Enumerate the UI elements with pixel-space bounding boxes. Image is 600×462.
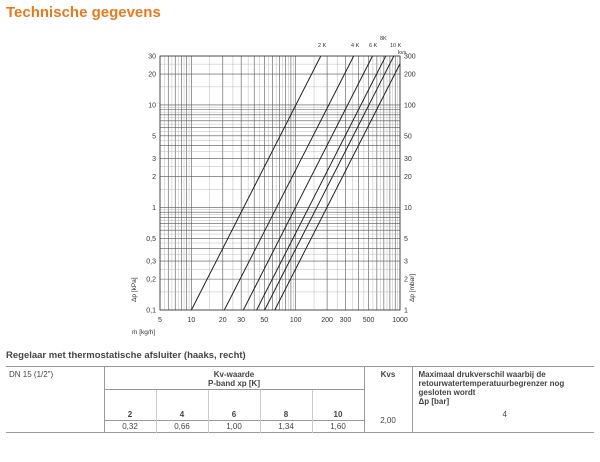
xp-cell: 2 bbox=[104, 390, 156, 421]
x-tick-label: 200 bbox=[321, 317, 333, 324]
y-tick-label-right: 3 bbox=[404, 258, 408, 266]
kvs-cell bbox=[364, 367, 412, 433]
y-tick-label-left: 10 bbox=[148, 102, 156, 110]
y-tick-label-left: 20 bbox=[148, 71, 156, 79]
x-tick-label: 300 bbox=[339, 317, 352, 324]
dp-header-line-4: Δp [bar] bbox=[418, 397, 450, 406]
x-tick-label: 100 bbox=[289, 317, 302, 324]
x-tick-label: 1000 bbox=[392, 317, 408, 324]
kv-value-cell: 1,00 bbox=[208, 421, 260, 433]
kv-header-line-2: P-band xp [K] bbox=[208, 379, 260, 388]
y-tick-label-right: 300 bbox=[404, 53, 416, 61]
y-tick-label-right: 30 bbox=[404, 156, 412, 164]
series-line bbox=[191, 56, 320, 310]
y-tick-label-right: 1 bbox=[404, 307, 408, 315]
xp-cell: 4 bbox=[156, 390, 208, 421]
kv-value-cell: 0,32 bbox=[104, 421, 156, 433]
table-subtitle: Regelaar met thermostatische afsluiter (haaks, recht) bbox=[6, 350, 246, 361]
x-tick-label: 30 bbox=[237, 317, 246, 324]
dp-value: 4 bbox=[502, 410, 507, 419]
y-tick-label-right: 200 bbox=[404, 71, 416, 79]
y-axis-label-right: Δp [mbar] bbox=[409, 273, 416, 302]
x-tick-label: 50 bbox=[260, 317, 269, 324]
kvs-header: Kvs bbox=[380, 370, 396, 379]
y-tick-label-right: 5 bbox=[404, 235, 408, 243]
y-tick-label-left: 30 bbox=[148, 53, 156, 61]
xp-cell: 10 bbox=[312, 390, 364, 421]
series-label: 4 K bbox=[351, 43, 360, 49]
kv-header bbox=[104, 367, 364, 390]
y-tick-label-left: 1 bbox=[152, 204, 156, 212]
kvs-value: 2,00 bbox=[380, 416, 396, 425]
kv-value-cell: 1,34 bbox=[260, 421, 312, 433]
kv-header-line-1: Kv-waarde bbox=[213, 370, 255, 379]
page-title: Technische gegevens bbox=[6, 4, 161, 21]
y-tick-label-right: 2 bbox=[404, 276, 408, 284]
x-tick-label: 20 bbox=[218, 317, 227, 324]
series-label: kvs bbox=[398, 50, 407, 56]
x-tick-label: 10 bbox=[187, 317, 196, 324]
y-tick-label-left: 3 bbox=[152, 156, 156, 164]
spec-table bbox=[6, 366, 594, 433]
series-label: 6 K bbox=[369, 43, 378, 49]
y-tick-label-right: 20 bbox=[404, 174, 412, 182]
y-tick-label-left: 0,2 bbox=[146, 276, 156, 284]
dp-cell bbox=[412, 367, 594, 433]
y-tick-label-right: 50 bbox=[404, 133, 412, 141]
y-axis-label-left: Δp [kPa] bbox=[131, 277, 138, 302]
series-line bbox=[265, 56, 394, 310]
kv-value-cell: 1,60 bbox=[312, 421, 364, 433]
y-tick-label-left: 0,3 bbox=[146, 258, 156, 266]
series-label: 2 K bbox=[318, 43, 327, 49]
y-tick-label-left: 2 bbox=[152, 174, 156, 182]
series-label: 10 K bbox=[390, 43, 402, 49]
chart-grid bbox=[160, 56, 400, 310]
dn-cell: DN 15 (1/2") bbox=[9, 370, 54, 379]
x-axis-label: ṁ [kg/h] bbox=[132, 329, 156, 336]
y-tick-label-left: 0,1 bbox=[146, 307, 156, 315]
x-tick-label: 500 bbox=[362, 317, 375, 324]
xp-cell: 6 bbox=[208, 390, 260, 421]
series-label: 8K bbox=[380, 36, 387, 42]
y-tick-label-left: 0,5 bbox=[146, 235, 156, 243]
y-tick-label-right: 10 bbox=[404, 204, 412, 212]
y-tick-label-right: 100 bbox=[404, 102, 416, 110]
series-line bbox=[224, 56, 353, 310]
series-line bbox=[243, 56, 372, 310]
y-tick-label-left: 5 bbox=[152, 133, 156, 141]
dp-header-line-1: Maximaal drukverschil waarbij de bbox=[418, 370, 546, 379]
xp-cell: 8 bbox=[260, 390, 312, 421]
kv-value-cell: 0,66 bbox=[156, 421, 208, 433]
dp-header-line-2: retourwatertemperatuurbegrenzer nog bbox=[418, 379, 565, 388]
x-tick-label: 5 bbox=[158, 317, 162, 324]
dp-header-line-3: gesloten wordt bbox=[418, 388, 476, 397]
